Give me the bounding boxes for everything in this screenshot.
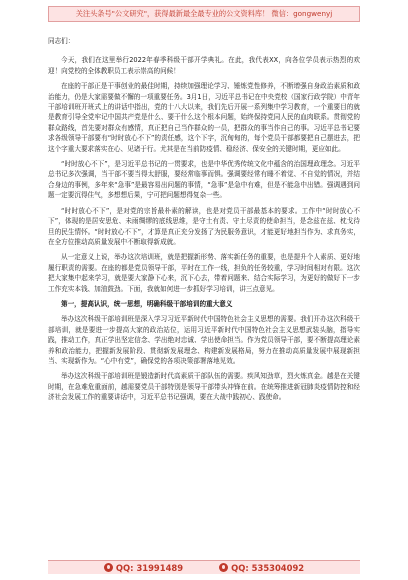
greeting: 同志们：	[48, 37, 75, 45]
top-banner[interactable]: 关注头条号"公文研究"，获得最新最全最专业的公文资料库！ 微信：gongwenyj	[48, 6, 360, 22]
section-heading: 第一，提高认识，统一思想，明确科级干部培训的重大意义	[61, 299, 233, 308]
footer-qq2-item[interactable]	[219, 563, 304, 573]
document-body	[48, 36, 360, 408]
qq-icon	[104, 563, 113, 572]
qq2-label: QQ:	[231, 562, 249, 573]
paragraph: “时时放心不下”，是对党的宗旨最朴素的解读，也是对党员干部最基本的要求。工作中“时时放心不下”，体现的是居安思危、未雨绸缪的底线思维，是守土有责、守土尽责的使命担当，是念兹在兹、枕戈待旦的民生情怀。“时时放心不下”，才算是真正充分发扬了为民服务意识，才能更好地担当作为、求真务实，在全方位推动高质量发展中不断取得新成就。	[48, 206, 360, 246]
paragraph: “时时放心不下”，是习近平总书记的一贯要求，也是中华优秀传统文化中蕴含的治国理政理念。习近平总书记多次强调，当干部不要当得太舒服，要经常临事而惧。强调要经常有睡不着觉、不自觉的情况，并结合身边的事例，多年来“急事”是最容易出问题的事情，“急事”是急中有难，但是不能急中出错。强调遇到问题一定要沉得住气，多想想后果，宁可把问题想得复杂一些。	[48, 160, 360, 200]
qq2-number: 535304092	[251, 562, 305, 573]
qq-icon	[219, 563, 228, 572]
paragraph: 举办这次科级干部培训班是深入学习习近平新时代中国特色社会主义思想的需要。我们开办这次科级干部培训，就是要进一步提高大家的政治站位，运用习近平新时代中国特色社会主义思想武装头脑，指导实践，推动工作，真正学出坚定信念、学出绝对忠诚、学出使命担当。作为党员领导干部，要不断提高理论素养和政治能力，把握新发展阶段、贯彻新发展理念、构建新发展格局，努力在推动高质量发展中展现新担当、实现新作为。“心中有党”，确保党的各项决策部署落地见效。	[48, 315, 360, 365]
footer-contact-bar	[48, 560, 360, 574]
paragraph: 举办这次科级干部培训班是锻造新时代高素质干部队伍的需要。疾风知劲草，烈火炼真金。越是在关键时期，在急难危重面前，越需要党员干部特别是领导干部带头冲锋在前。在统筹推进新冠肺炎疫情防控和经济社会发展工作的重要讲话中，习近平总书记强调，要在大战中践初心、践使命。	[48, 372, 360, 402]
paragraph: 今天，我们在这里举行2022年春季科级干部开学典礼。在此，我代表XX，向各位学员表示热烈的欢迎！向党校的全体教职员工表示崇高的问候！	[48, 56, 360, 75]
paragraph: 在座的干部正是干事创业的最佳时期，持续加强理论学习、锤炼党性修养，不断增强自身政治素质和政治能力，仍是大家需要做不懈的一项重要任务。3月1日，习近平总书记在中央党校（国家行政学院）中青年干部培训班开班式上的讲话中指出，党的十八大以来，我们先后开展一系列集中学习教育，一个重要目的就是教育引导全党牢记中国共产党是什么、要干什么这个根本问题，始终保持党同人民的血肉联系。贯彻党的群众路线，首先要对群众有感情，真正把自己当作群众的一员，把群众的事当作自己的事。习近平总书记要求各级领导干部要有“时时放心不下”的责任感，这个下字，沉甸甸的，每个党员干部都要把自己摆进去，把这个字重大要求落实在心、见诸于行。尤其是在当前防疫情、稳经济、保安全的关键时期，更应如此。	[48, 82, 360, 153]
paragraph: 从一定意义上说，举办这次培训班，就是把握新形势、落实新任务的重要，也是提升个人素质、更好地履行职责的需要。在座的都是党员领导干部，平时在工作一线，担负的任务较重，学习时间相对有限。这次把大家集中起来学习，就是要大家静下心来，沉下心去，带着问题来、结合实际学习，为更好的做好下一步工作充实本钱、加油鼓劲。下面，我就如何进一步抓好学习培训，讲三点意见。	[48, 253, 360, 293]
footer-qq-item[interactable]	[104, 563, 183, 573]
qq-number: 31991489	[136, 562, 184, 573]
qq-label: QQ:	[115, 562, 134, 573]
